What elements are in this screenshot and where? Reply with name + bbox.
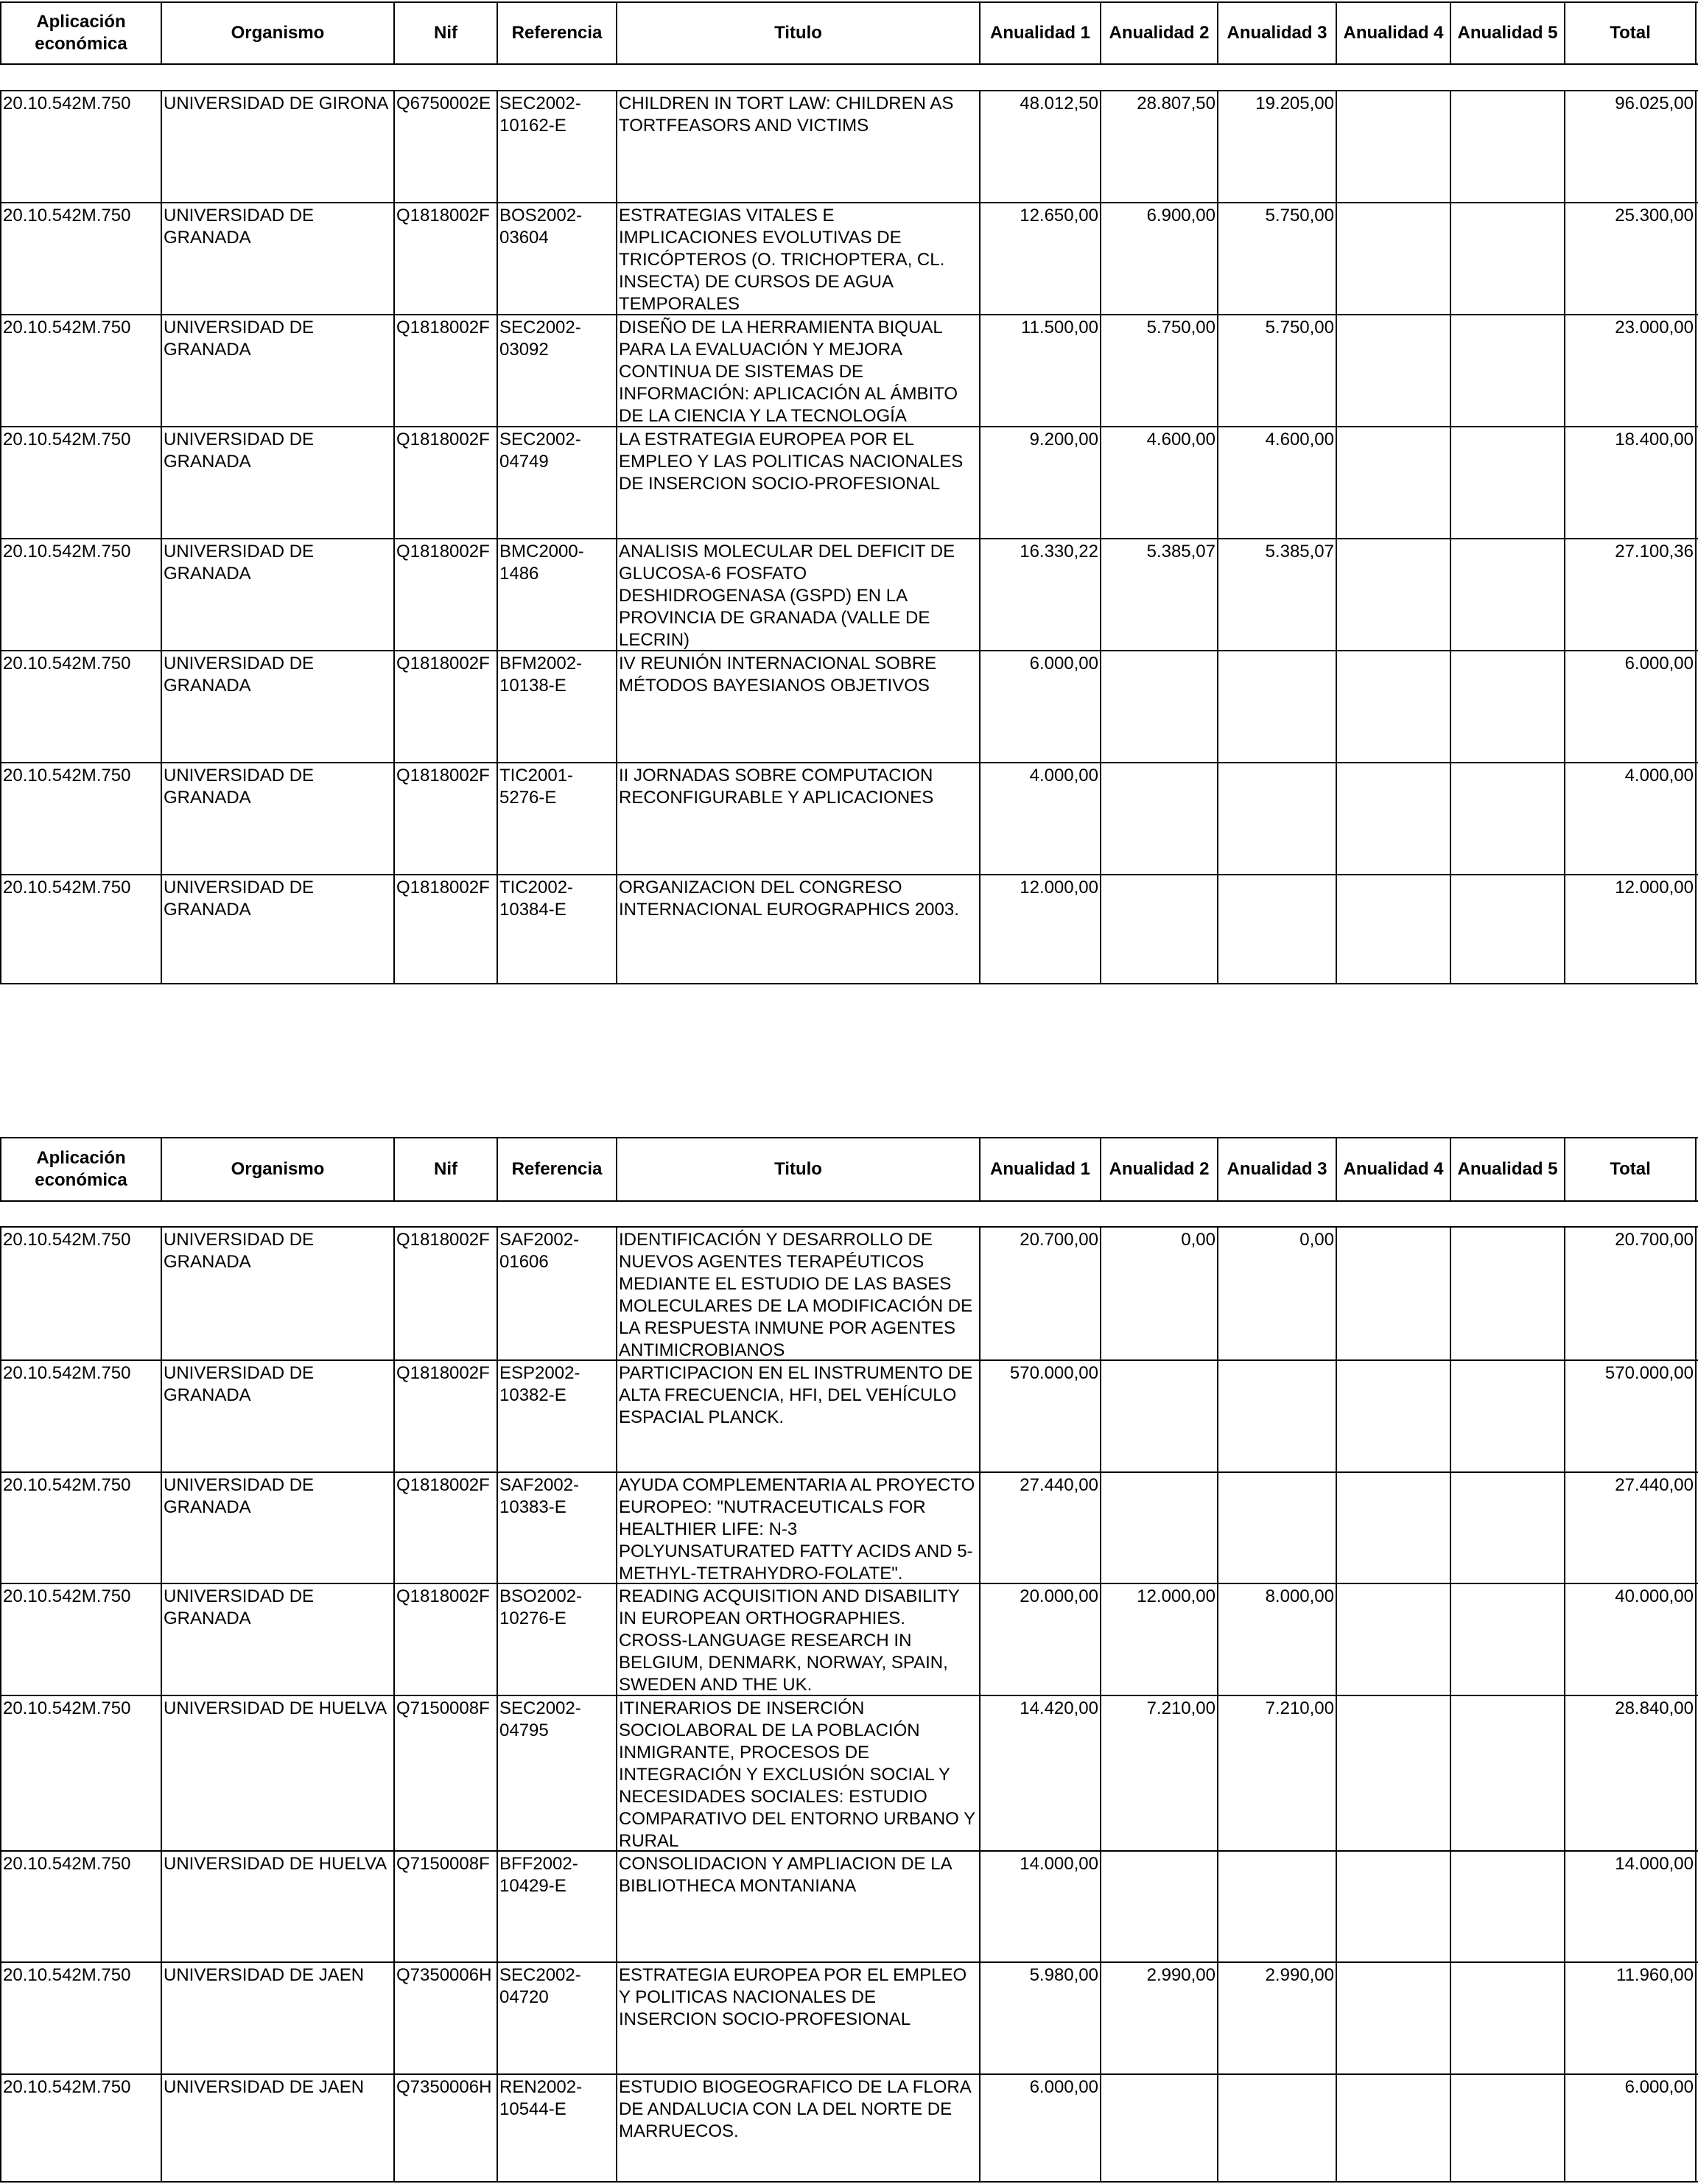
cell-organismo: UNIVERSIDAD DE GRANADA xyxy=(161,1228,393,1359)
cell-anualidad3 xyxy=(1217,651,1336,762)
cell-anualidad4 xyxy=(1336,1473,1450,1583)
cell-aplicacion: 20.10.542M.750 xyxy=(0,1228,161,1359)
cell-anualidad4 xyxy=(1336,427,1450,538)
cell-titulo: ESTUDIO BIOGEOGRAFICO DE LA FLORA DE ANDALUCIA CON LA DEL NORTE DE MARRUECOS. xyxy=(616,2075,979,2183)
cell-anualidad1: 570.000,00 xyxy=(979,1361,1100,1471)
cell-anualidad3: 4.600,00 xyxy=(1217,427,1336,538)
cell-anualidad5 xyxy=(1450,539,1564,650)
cell-total: 20.700,00 xyxy=(1564,1228,1697,1359)
table-row xyxy=(0,1361,1698,1473)
cell-titulo: CHILDREN IN TORT LAW: CHILDREN AS TORTFEASORS AND VICTIMS xyxy=(616,91,979,202)
header-anualidad1: Anualidad 1 xyxy=(979,3,1100,63)
cell-anualidad5 xyxy=(1450,1963,1564,2073)
cell-referencia: TIC2001-5276-E xyxy=(497,763,616,874)
cell-anualidad5 xyxy=(1450,315,1564,426)
cell-anualidad4 xyxy=(1336,1963,1450,2073)
cell-aplicacion: 20.10.542M.750 xyxy=(0,1852,161,1961)
cell-total: 14.000,00 xyxy=(1564,1852,1697,1961)
cell-anualidad2 xyxy=(1100,1361,1217,1471)
header-anualidad2: Anualidad 2 xyxy=(1100,1138,1217,1200)
cell-organismo: UNIVERSIDAD DE JAEN xyxy=(161,2075,393,2183)
cell-total: 27.440,00 xyxy=(1564,1473,1697,1583)
cell-total: 18.400,00 xyxy=(1564,427,1697,538)
cell-organismo: UNIVERSIDAD DE HUELVA xyxy=(161,1696,393,1850)
cell-organismo: UNIVERSIDAD DE GRANADA xyxy=(161,1361,393,1471)
cell-organismo: UNIVERSIDAD DE GRANADA xyxy=(161,315,393,426)
cell-anualidad2 xyxy=(1100,1473,1217,1583)
cell-anualidad3 xyxy=(1217,763,1336,874)
cell-nif: Q1818002F xyxy=(393,763,497,874)
cell-anualidad3: 19.205,00 xyxy=(1217,91,1336,202)
cell-anualidad2: 2.990,00 xyxy=(1100,1963,1217,2073)
cell-referencia: ESP2002-10382-E xyxy=(497,1361,616,1471)
cell-nif: Q1818002F xyxy=(393,203,497,314)
cell-anualidad5 xyxy=(1450,1584,1564,1695)
cell-referencia: SEC2002-04749 xyxy=(497,427,616,538)
cell-titulo: ESTRATEGIAS VITALES E IMPLICACIONES EVOLUTIVAS DE TRICÓPTEROS (O. TRICHOPTERA, CL. INSECTA) DE CURSOS DE AGUA TEMPORALES xyxy=(616,203,979,314)
cell-referencia: BMC2000-1486 xyxy=(497,539,616,650)
header-anualidad4: Anualidad 4 xyxy=(1336,1138,1450,1200)
cell-anualidad1: 6.000,00 xyxy=(979,651,1100,762)
cell-aplicacion: 20.10.542M.750 xyxy=(0,91,161,202)
table-row xyxy=(0,1584,1698,1696)
cell-anualidad1: 14.000,00 xyxy=(979,1852,1100,1961)
cell-aplicacion: 20.10.542M.750 xyxy=(0,315,161,426)
cell-anualidad3 xyxy=(1217,1473,1336,1583)
cell-anualidad2: 6.900,00 xyxy=(1100,203,1217,314)
cell-anualidad1: 9.200,00 xyxy=(979,427,1100,538)
cell-titulo: LA ESTRATEGIA EUROPEA POR EL EMPLEO Y LAS POLITICAS NACIONALES DE INSERCION SOCIO-PROFESIONAL xyxy=(616,427,979,538)
cell-titulo: READING ACQUISITION AND DISABILITY IN EUROPEAN ORTHOGRAPHIES. CROSS-LANGUAGE RESEARCH IN BELGIUM, DENMARK, NORWAY, SPAIN, SWEDEN AND THE UK. xyxy=(616,1584,979,1695)
cell-anualidad1: 27.440,00 xyxy=(979,1473,1100,1583)
cell-referencia: SEC2002-04795 xyxy=(497,1696,616,1850)
header-anualidad3: Anualidad 3 xyxy=(1217,3,1336,63)
cell-total: 23.000,00 xyxy=(1564,315,1697,426)
cell-anualidad1: 20.700,00 xyxy=(979,1228,1100,1359)
table-row xyxy=(0,539,1698,651)
cell-total: 28.840,00 xyxy=(1564,1696,1697,1850)
cell-nif: Q1818002F xyxy=(393,315,497,426)
cell-organismo: UNIVERSIDAD DE GRANADA xyxy=(161,651,393,762)
cell-anualidad2: 5.385,07 xyxy=(1100,539,1217,650)
cell-anualidad4 xyxy=(1336,1361,1450,1471)
cell-aplicacion: 20.10.542M.750 xyxy=(0,1696,161,1850)
cell-titulo: IDENTIFICACIÓN Y DESARROLLO DE NUEVOS AGENTES TERAPÉUTICOS MEDIANTE EL ESTUDIO DE LAS BASES MOLECULARES DE LA MODIFICACIÓN DE LA RESPUESTA INMUNE POR AGENTES ANTIMICROBIANOS xyxy=(616,1228,979,1359)
table-header xyxy=(0,1137,1698,1202)
cell-anualidad5 xyxy=(1450,1696,1564,1850)
cell-referencia: SEC2002-04720 xyxy=(497,1963,616,2073)
cell-organismo: UNIVERSIDAD DE GRANADA xyxy=(161,875,393,984)
table-row xyxy=(0,1963,1698,2075)
cell-referencia: BFF2002-10429-E xyxy=(497,1852,616,1961)
table-row xyxy=(0,1228,1698,1361)
cell-anualidad1: 14.420,00 xyxy=(979,1696,1100,1850)
cell-total: 11.960,00 xyxy=(1564,1963,1697,2073)
cell-anualidad4 xyxy=(1336,1228,1450,1359)
table-row xyxy=(0,1473,1698,1584)
cell-anualidad4 xyxy=(1336,1696,1450,1850)
cell-anualidad2: 7.210,00 xyxy=(1100,1696,1217,1850)
table-header xyxy=(0,1,1698,65)
cell-anualidad3 xyxy=(1217,1361,1336,1471)
cell-anualidad5 xyxy=(1450,1228,1564,1359)
table-body xyxy=(0,1226,1698,2183)
table-row xyxy=(0,91,1698,203)
cell-total: 4.000,00 xyxy=(1564,763,1697,874)
header-anualidad1: Anualidad 1 xyxy=(979,1138,1100,1200)
header-total: Total xyxy=(1564,3,1697,63)
header-titulo: Titulo xyxy=(616,1138,979,1200)
cell-anualidad5 xyxy=(1450,91,1564,202)
cell-anualidad1: 6.000,00 xyxy=(979,2075,1100,2183)
cell-anualidad4 xyxy=(1336,539,1450,650)
cell-aplicacion: 20.10.542M.750 xyxy=(0,2075,161,2183)
cell-referencia: TIC2002-10384-E xyxy=(497,875,616,984)
header-titulo: Titulo xyxy=(616,3,979,63)
cell-total: 27.100,36 xyxy=(1564,539,1697,650)
cell-total: 40.000,00 xyxy=(1564,1584,1697,1695)
cell-nif: Q6750002E xyxy=(393,91,497,202)
cell-anualidad5 xyxy=(1450,1361,1564,1471)
cell-anualidad1: 16.330,22 xyxy=(979,539,1100,650)
cell-titulo: CONSOLIDACION Y AMPLIACION DE LA BIBLIOTHECA MONTANIANA xyxy=(616,1852,979,1961)
cell-aplicacion: 20.10.542M.750 xyxy=(0,1473,161,1583)
cell-total: 12.000,00 xyxy=(1564,875,1697,984)
cell-organismo: UNIVERSIDAD DE GRANADA xyxy=(161,539,393,650)
cell-anualidad3 xyxy=(1217,1852,1336,1961)
cell-anualidad5 xyxy=(1450,1852,1564,1961)
cell-anualidad4 xyxy=(1336,2075,1450,2183)
table-row xyxy=(0,427,1698,539)
header-organismo: Organismo xyxy=(161,1138,393,1200)
cell-nif: Q7150008F xyxy=(393,1696,497,1850)
cell-nif: Q1818002F xyxy=(393,1361,497,1471)
cell-nif: Q1818002F xyxy=(393,651,497,762)
cell-anualidad5 xyxy=(1450,651,1564,762)
cell-referencia: REN2002-10544-E xyxy=(497,2075,616,2183)
cell-anualidad3: 5.750,00 xyxy=(1217,203,1336,314)
cell-anualidad3: 5.385,07 xyxy=(1217,539,1336,650)
header-aplicacion: Aplicación económica xyxy=(0,3,161,63)
cell-organismo: UNIVERSIDAD DE GIRONA xyxy=(161,91,393,202)
cell-organismo: UNIVERSIDAD DE GRANADA xyxy=(161,203,393,314)
cell-referencia: BFM2002-10138-E xyxy=(497,651,616,762)
cell-anualidad3 xyxy=(1217,875,1336,984)
cell-titulo: ORGANIZACION DEL CONGRESO INTERNACIONAL EUROGRAPHICS 2003. xyxy=(616,875,979,984)
cell-anualidad2 xyxy=(1100,651,1217,762)
header-aplicacion: Aplicación económica xyxy=(0,1138,161,1200)
cell-nif: Q1818002F xyxy=(393,1228,497,1359)
cell-titulo: II JORNADAS SOBRE COMPUTACION RECONFIGURABLE Y APLICACIONES xyxy=(616,763,979,874)
cell-aplicacion: 20.10.542M.750 xyxy=(0,763,161,874)
cell-nif: Q7350006H xyxy=(393,2075,497,2183)
cell-aplicacion: 20.10.542M.750 xyxy=(0,427,161,538)
cell-anualidad4 xyxy=(1336,875,1450,984)
header-nif: Nif xyxy=(393,3,497,63)
cell-aplicacion: 20.10.542M.750 xyxy=(0,875,161,984)
header-anualidad4: Anualidad 4 xyxy=(1336,3,1450,63)
cell-anualidad2: 4.600,00 xyxy=(1100,427,1217,538)
header-anualidad3: Anualidad 3 xyxy=(1217,1138,1336,1200)
header-organismo: Organismo xyxy=(161,3,393,63)
cell-anualidad1: 12.650,00 xyxy=(979,203,1100,314)
cell-referencia: SEC2002-10162-E xyxy=(497,91,616,202)
cell-nif: Q7350006H xyxy=(393,1963,497,2073)
cell-anualidad3: 0,00 xyxy=(1217,1228,1336,1359)
cell-anualidad5 xyxy=(1450,763,1564,874)
cell-aplicacion: 20.10.542M.750 xyxy=(0,1584,161,1695)
cell-nif: Q7150008F xyxy=(393,1852,497,1961)
table-body xyxy=(0,90,1698,984)
cell-anualidad5 xyxy=(1450,427,1564,538)
cell-anualidad4 xyxy=(1336,203,1450,314)
cell-anualidad3: 7.210,00 xyxy=(1217,1696,1336,1850)
header-total: Total xyxy=(1564,1138,1697,1200)
cell-anualidad5 xyxy=(1450,203,1564,314)
cell-titulo: PARTICIPACION EN EL INSTRUMENTO DE ALTA FRECUENCIA, HFI, DEL VEHÍCULO ESPACIAL PLANCK. xyxy=(616,1361,979,1471)
table-row xyxy=(0,875,1698,984)
cell-total: 570.000,00 xyxy=(1564,1361,1697,1471)
cell-anualidad3: 2.990,00 xyxy=(1217,1963,1336,2073)
table-row xyxy=(0,1852,1698,1963)
cell-anualidad5 xyxy=(1450,875,1564,984)
cell-anualidad3: 8.000,00 xyxy=(1217,1584,1336,1695)
cell-anualidad1: 12.000,00 xyxy=(979,875,1100,984)
cell-organismo: UNIVERSIDAD DE GRANADA xyxy=(161,763,393,874)
cell-anualidad2 xyxy=(1100,2075,1217,2183)
cell-total: 96.025,00 xyxy=(1564,91,1697,202)
cell-organismo: UNIVERSIDAD DE HUELVA xyxy=(161,1852,393,1961)
header-referencia: Referencia xyxy=(497,1138,616,1200)
cell-total: 6.000,00 xyxy=(1564,651,1697,762)
cell-anualidad2 xyxy=(1100,1852,1217,1961)
cell-anualidad4 xyxy=(1336,315,1450,426)
cell-anualidad2: 12.000,00 xyxy=(1100,1584,1217,1695)
cell-anualidad1: 5.980,00 xyxy=(979,1963,1100,2073)
cell-anualidad2: 28.807,50 xyxy=(1100,91,1217,202)
cell-titulo: AYUDA COMPLEMENTARIA AL PROYECTO EUROPEO: "NUTRACEUTICALS FOR HEALTHIER LIFE: N-3 POLYUNSATURATED FATTY ACIDS AND 5-METHYL-TETRAHYDRO-FOLATE". xyxy=(616,1473,979,1583)
cell-aplicacion: 20.10.542M.750 xyxy=(0,651,161,762)
header-anualidad5: Anualidad 5 xyxy=(1450,1138,1564,1200)
cell-anualidad2: 0,00 xyxy=(1100,1228,1217,1359)
cell-referencia: SAF2002-10383-E xyxy=(497,1473,616,1583)
cell-referencia: SEC2002-03092 xyxy=(497,315,616,426)
table-row xyxy=(0,315,1698,427)
table-row xyxy=(0,203,1698,315)
cell-anualidad1: 20.000,00 xyxy=(979,1584,1100,1695)
cell-anualidad3: 5.750,00 xyxy=(1217,315,1336,426)
cell-referencia: SAF2002-01606 xyxy=(497,1228,616,1359)
header-anualidad2: Anualidad 2 xyxy=(1100,3,1217,63)
cell-anualidad2: 5.750,00 xyxy=(1100,315,1217,426)
cell-organismo: UNIVERSIDAD DE JAEN xyxy=(161,1963,393,2073)
cell-aplicacion: 20.10.542M.750 xyxy=(0,1963,161,2073)
cell-organismo: UNIVERSIDAD DE GRANADA xyxy=(161,427,393,538)
cell-aplicacion: 20.10.542M.750 xyxy=(0,539,161,650)
cell-anualidad4 xyxy=(1336,763,1450,874)
cell-total: 25.300,00 xyxy=(1564,203,1697,314)
table-row xyxy=(0,1696,1698,1852)
header-referencia: Referencia xyxy=(497,3,616,63)
cell-anualidad2 xyxy=(1100,763,1217,874)
cell-titulo: ESTRATEGIA EUROPEA POR EL EMPLEO Y POLITICAS NACIONALES DE INSERCION SOCIO-PROFESIONAL xyxy=(616,1963,979,2073)
cell-aplicacion: 20.10.542M.750 xyxy=(0,1361,161,1471)
cell-total: 6.000,00 xyxy=(1564,2075,1697,2183)
cell-nif: Q1818002F xyxy=(393,1473,497,1583)
header-nif: Nif xyxy=(393,1138,497,1200)
cell-titulo: ITINERARIOS DE INSERCIÓN SOCIOLABORAL DE LA POBLACIÓN INMIGRANTE, PROCESOS DE INTEGRACIÓN Y EXCLUSIÓN SOCIAL Y NECESIDADES SOCIALES: ESTUDIO COMPARATIVO DEL ENTORNO URBANO Y RURAL xyxy=(616,1696,979,1850)
cell-titulo: DISEÑO DE LA HERRAMIENTA BIQUAL PARA LA EVALUACIÓN Y MEJORA CONTINUA DE SISTEMAS DE INFORMACIÓN: APLICACIÓN AL ÁMBITO DE LA CIENCIA Y LA TECNOLOGÍA xyxy=(616,315,979,426)
cell-referencia: BSO2002-10276-E xyxy=(497,1584,616,1695)
cell-nif: Q1818002F xyxy=(393,1584,497,1695)
cell-titulo: IV REUNIÓN INTERNACIONAL SOBRE MÉTODOS BAYESIANOS OBJETIVOS xyxy=(616,651,979,762)
cell-anualidad1: 48.012,50 xyxy=(979,91,1100,202)
cell-referencia: BOS2002-03604 xyxy=(497,203,616,314)
cell-titulo: ANALISIS MOLECULAR DEL DEFICIT DE GLUCOSA-6 FOSFATO DESHIDROGENASA (GSPD) EN LA PROVINCIA DE GRANADA (VALLE DE LECRIN) xyxy=(616,539,979,650)
cell-anualidad5 xyxy=(1450,2075,1564,2183)
cell-anualidad1: 11.500,00 xyxy=(979,315,1100,426)
table-row xyxy=(0,651,1698,763)
cell-anualidad3 xyxy=(1217,2075,1336,2183)
cell-nif: Q1818002F xyxy=(393,539,497,650)
table-row xyxy=(0,2075,1698,2183)
cell-anualidad4 xyxy=(1336,91,1450,202)
cell-organismo: UNIVERSIDAD DE GRANADA xyxy=(161,1584,393,1695)
cell-anualidad2 xyxy=(1100,875,1217,984)
table-row xyxy=(0,763,1698,875)
cell-anualidad4 xyxy=(1336,651,1450,762)
cell-nif: Q1818002F xyxy=(393,875,497,984)
cell-anualidad1: 4.000,00 xyxy=(979,763,1100,874)
cell-aplicacion: 20.10.542M.750 xyxy=(0,203,161,314)
cell-anualidad4 xyxy=(1336,1852,1450,1961)
header-anualidad5: Anualidad 5 xyxy=(1450,3,1564,63)
cell-nif: Q1818002F xyxy=(393,427,497,538)
cell-anualidad4 xyxy=(1336,1584,1450,1695)
cell-anualidad5 xyxy=(1450,1473,1564,1583)
cell-organismo: UNIVERSIDAD DE GRANADA xyxy=(161,1473,393,1583)
